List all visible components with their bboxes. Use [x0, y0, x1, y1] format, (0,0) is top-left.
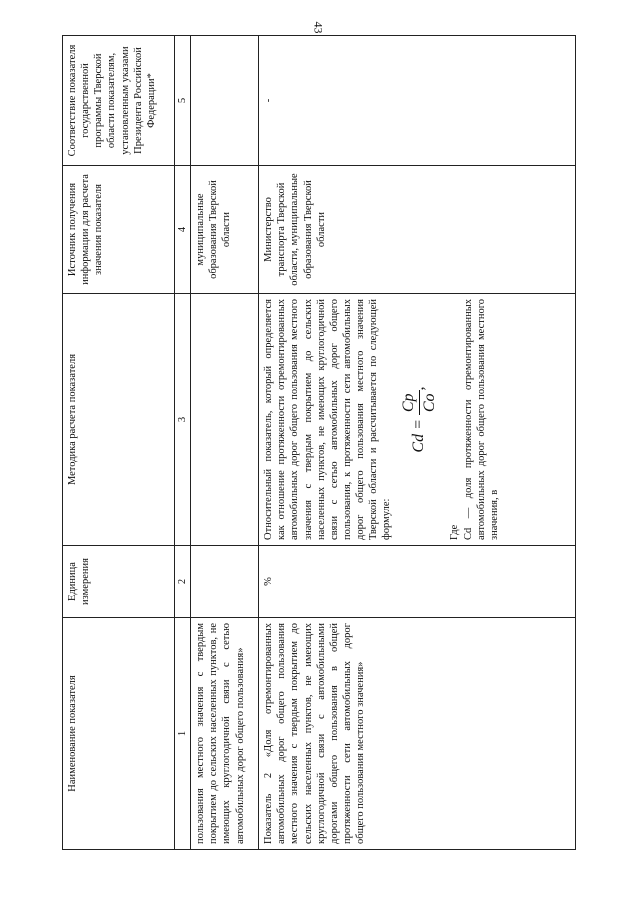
formula-tail: , — [410, 386, 428, 391]
header-name: Наименование показателя — [63, 618, 175, 850]
cell-method — [191, 294, 259, 546]
cell-source: Министерство транспорта Тверской области, муниципальные образования Тверской области — [259, 166, 576, 294]
formula-fraction — [399, 390, 440, 415]
column-number: 3 — [175, 294, 191, 546]
header-source: Источник получения информации для расчета значения показателя — [63, 166, 175, 294]
formula-denominator: Co — [421, 393, 439, 413]
table-row — [259, 36, 576, 850]
header-match: Соответствие показателя государственной программы Тверской области показателям, установленным указами Президента Российской Федерации* — [63, 36, 175, 166]
formula-definition: Cd — доля протяженности отремонтированных автомобильных дорог общего пользования местного значения, в — [462, 299, 500, 540]
cell-indicator-name: пользования местного значения с твердым покрытием до сельских населенных пунктов, не имеющих круглогодичной связи с сетью автомобильных дорог общего пользования» — [191, 618, 259, 850]
rotated-table-container — [62, 36, 576, 850]
column-number: 4 — [175, 166, 191, 294]
column-number: 2 — [175, 546, 191, 618]
header-unit: Единица измерения — [63, 546, 175, 618]
cell-match — [191, 36, 259, 166]
formula-left: Cd = — [410, 419, 428, 453]
column-number-row — [175, 36, 191, 850]
cell-method — [259, 294, 576, 546]
cell-source: муниципальные образования Тверской области — [191, 166, 259, 294]
cell-unit — [191, 546, 259, 618]
indicators-table — [62, 35, 576, 850]
cell-unit: % — [259, 546, 576, 618]
header-method: Методика расчета показателя — [63, 294, 175, 546]
formula-numerator: Cp — [399, 390, 420, 415]
formula — [399, 299, 440, 540]
column-number: 5 — [175, 36, 191, 166]
formula-where: Где — [449, 524, 461, 540]
column-number: 1 — [175, 618, 191, 850]
page-number: 43 — [311, 21, 326, 34]
cell-indicator-name: Показатель 2 «Доля отремонтированных автомобильных дорог общего пользования местного значения с твердым покрытием до сельских населенных пунктов, не имеющих круглогодичной связи с автомобильными дорогами общего пользования в общей протяженности сети автомобильных дорог общего пользования местного значения» — [259, 618, 576, 850]
header-row — [63, 36, 175, 850]
cell-match: - — [259, 36, 576, 166]
table-row — [191, 36, 259, 850]
table-frame — [62, 36, 576, 850]
method-description: Относительный показатель, который определяется как отношение протяженности отремонтированных автомобильных дорог общего пользования местного значения с твердым покрытием до сельских населенных пунктов, не имеющих круглогодичной связи с сетью автомобильных дорог общего пользования, к протяженности сети автомобильных дорог общего пользования местного значения Тверской области и рассчитывается по следующей формуле: — [263, 299, 393, 540]
